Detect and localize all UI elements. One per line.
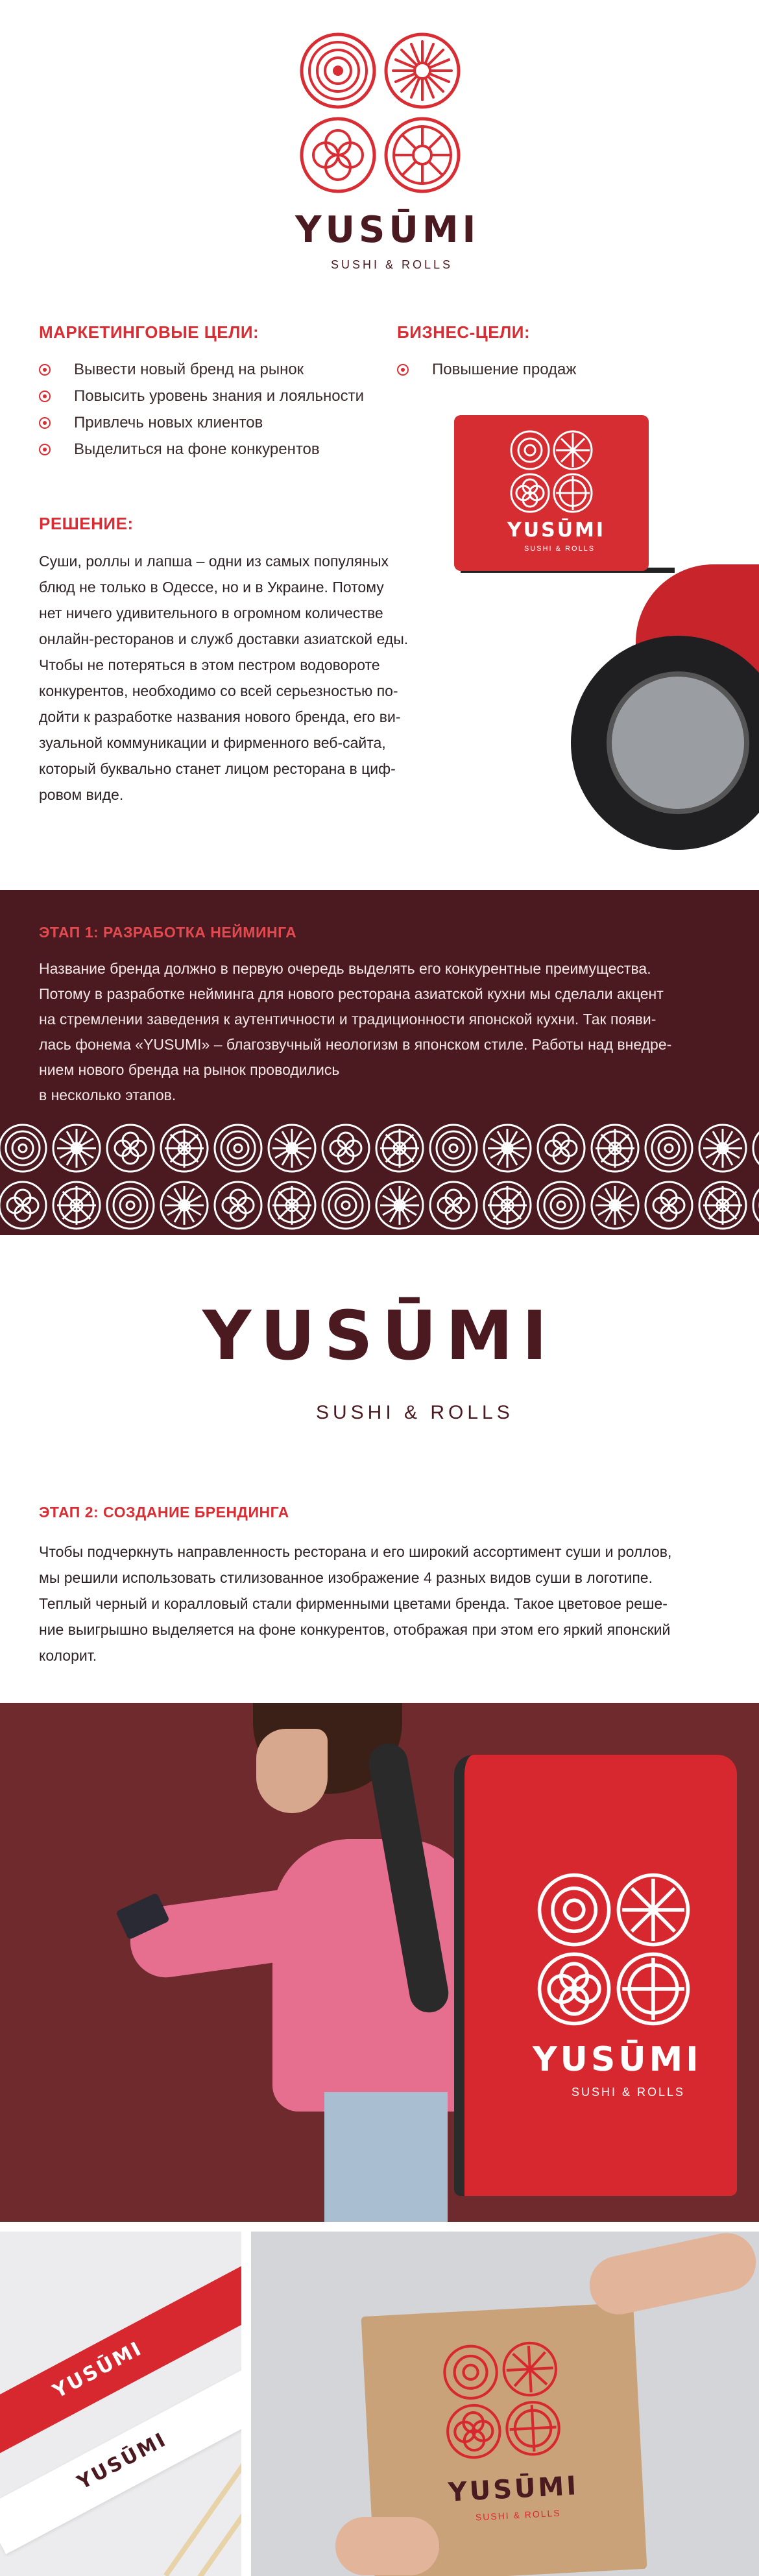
stage1-title: ЭТАП 1: РАЗРАБОТКА НЕЙМИНГА: [39, 924, 297, 941]
stage1-text: Название бренда должно в первую очередь выделять его конкурентные преимущества. Потому в разработке нейминга для нового ресторана азиатской кухни мы сделали акцент на стремлении заведения к аутентичности и традиционности японской кухни. Так появи- лась фонема «YUSUMI» – благозвучный неологизм в японском стиле. Работы над внедре- нием нового бренда на рынок проводились в несколько этапов.: [39, 960, 672, 1103]
marketing-goals-title: МАРКЕТИНГОВЫЕ ЦЕЛИ:: [39, 322, 259, 342]
top-logo: [300, 32, 461, 193]
sushi-rings-icon: [300, 32, 376, 109]
brand-tagline: SUSHI & ROLLS: [331, 258, 453, 271]
brand-wordmark: YUSŪMI: [295, 209, 480, 251]
paper-bag-photo: [251, 2232, 759, 2576]
bullet-icon: [39, 444, 51, 455]
scooter-box-photo: [441, 402, 759, 850]
bullet-icon: [397, 364, 409, 376]
scooter-rim: [607, 671, 749, 814]
hand-bottom: [335, 2517, 439, 2575]
marketing-goal-item: Вывести новый бренд на рынок: [39, 361, 304, 379]
stage2-text: Чтобы подчеркнуть направленность ресторана и его широкий ассортимент суши и роллов, мы решили использовать стилизованное изображение 4 разных видов суши в логотипе. Теплый черный и коралловый стали фирменными цветами бренда. Такое цветовое реше- ние выигрышно выделяется на фоне конкурентов, отображая при этом его яркий японский колорит.: [39, 1543, 672, 1664]
business-goals-title: БИЗНЕС-ЦЕЛИ:: [397, 322, 531, 342]
marketing-goal-item: Повысить уровень знания и лояльности: [39, 387, 364, 405]
solution-text: Суши, роллы и лапша – одни из самых популяных блюд не только в Одессе, но и в Украине. Потому нет ничего удивительного в огромном количестве онлайн-ресторанов и служб доставки азиатской еды. Чтобы не потеряться в этом пестром водовороте конкурентов, необходимо со всей серьезностью по- дойти к разработке названия нового бренда, его ви- зуальной коммуникации и фирменного веб-сайта, который буквально станет лицом ресторана в циф- ровом виде.: [39, 553, 409, 803]
hand-top: [584, 2232, 759, 2320]
person-face: [256, 1729, 328, 1813]
backpack-photo: [0, 1703, 759, 2222]
backpack: [454, 1755, 737, 2196]
solution-title: РЕШЕНИЕ:: [39, 514, 134, 533]
box-logo-icon: [509, 429, 594, 514]
person-jeans: [324, 2092, 448, 2222]
big-tagline: SUSHI & ROLLS: [316, 1402, 514, 1423]
tape-photo: [0, 2232, 241, 2576]
stage1-section: [0, 890, 759, 1235]
red-tape-brand: YUSŪMI: [49, 2337, 147, 2403]
bullet-icon: [39, 364, 51, 376]
backpack-brand: YUSŪMI: [533, 2040, 702, 2079]
chopstick: [189, 2449, 241, 2576]
sushi-rays-icon: [384, 32, 461, 109]
backpack-logo-icon: [536, 1872, 692, 2027]
marketing-goal-item: Привлечь новых клиентов: [39, 414, 263, 432]
sushi-pattern-icon: [0, 1122, 759, 1235]
bullet-icon: [39, 391, 51, 402]
bullet-icon: [39, 417, 51, 429]
pattern-strip: [0, 1122, 759, 1235]
bag-brand: YUSŪMI: [447, 2471, 580, 2508]
box-tagline: SUSHI & ROLLS: [524, 545, 596, 553]
white-tape-brand: YUSŪMI: [73, 2428, 171, 2494]
sushi-flower-icon: [300, 117, 376, 193]
marketing-goal-item: Выделиться на фоне конкурентов: [39, 440, 320, 459]
bag-logo-icon: [440, 2339, 563, 2462]
bag-tagline: SUSHI & ROLLS: [475, 2507, 562, 2523]
person-sweater: [272, 1839, 480, 2112]
stage2-title: ЭТАП 2: СОЗДАНИЕ БРЕНДИНГА: [39, 1504, 289, 1521]
delivery-box: [454, 415, 649, 571]
backpack-tagline: SUSHI & ROLLS: [572, 2086, 686, 2099]
business-goal-item: Повышение продаж: [397, 361, 576, 379]
sushi-segments-icon: [384, 117, 461, 193]
box-brand: YUSŪMI: [507, 519, 606, 542]
big-wordmark: YUSŪMI: [202, 1296, 557, 1375]
